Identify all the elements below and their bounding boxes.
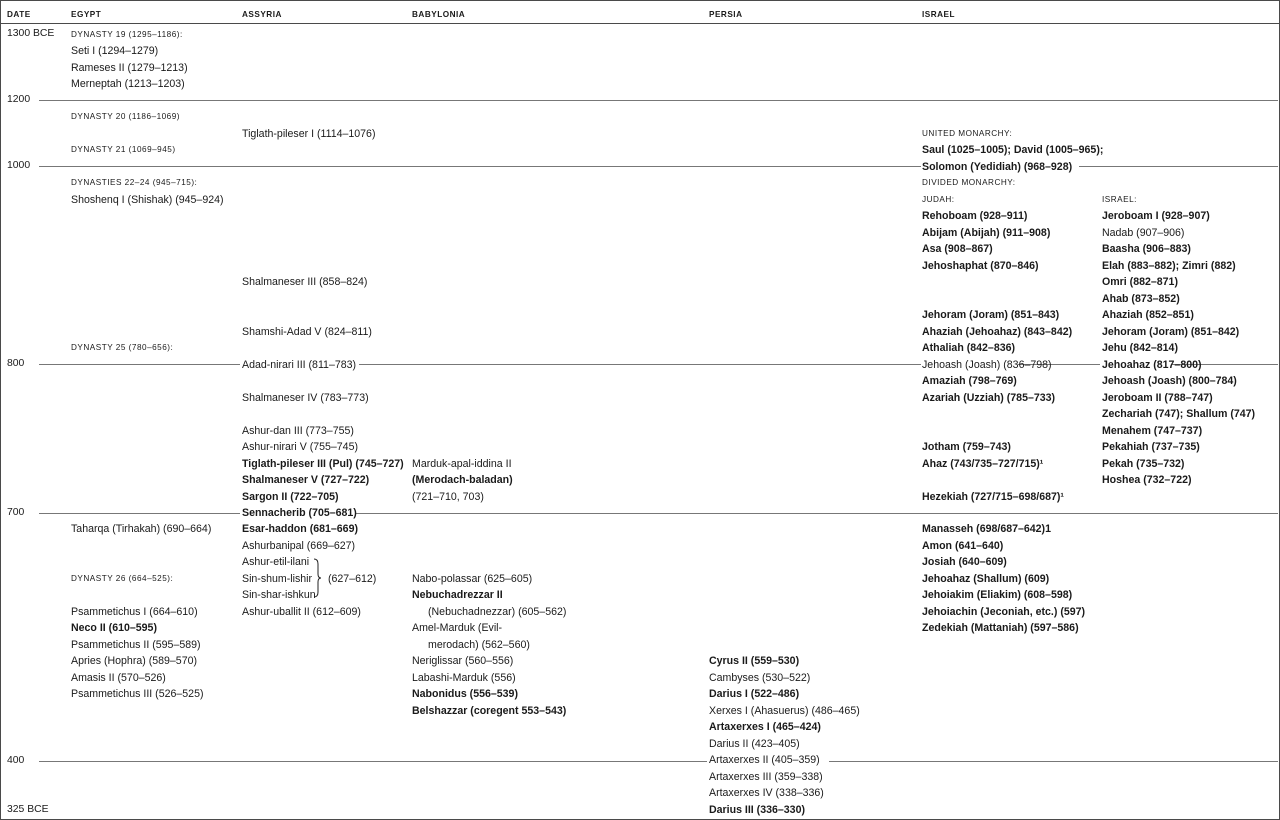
header-israel: ISRAEL: [922, 10, 956, 19]
babylonia-entry: Amel-Marduk (Evil-: [412, 622, 503, 634]
israel-north-entry: Jeroboam II (788–747): [1102, 392, 1213, 404]
assyria-entry: Shalmaneser IV (783–773): [242, 392, 369, 404]
assyria-entry: Tiglath-pileser III (Pul) (745–727): [242, 458, 404, 470]
egypt-entry: Merneptah (1213–1203): [71, 78, 185, 90]
persia-entry: Cambyses (530–522): [709, 672, 811, 684]
header-date: DATE: [7, 10, 31, 19]
date-rule: [39, 513, 240, 514]
egypt-entry: Rameses II (1279–1213): [71, 62, 188, 74]
assyria-entry: Shalmaneser III (858–824): [242, 276, 368, 288]
babylonia-entry: Nabonidus (556–539): [412, 688, 518, 700]
header-assyria: ASSYRIA: [242, 10, 282, 19]
header-persia: PERSIA: [709, 10, 743, 19]
israel-north-entry: Elah (883–882); Zimri (882): [1102, 260, 1236, 272]
israel-entry: Saul (1025–1005); David (1005–965);: [922, 144, 1104, 156]
babylonia-entry: Marduk-apal-iddina II: [412, 458, 512, 470]
egypt-entry: Amasis II (570–526): [71, 672, 166, 684]
persia-entry: Darius I (522–486): [709, 688, 800, 700]
israel-entry: Solomon (Yedidiah) (968–928): [922, 161, 1073, 173]
israel-north-entry: Ahaziah (852–851): [1102, 309, 1194, 321]
persia-entry: Artaxerxes IV (338–336): [709, 787, 824, 799]
israel-north-entry: Jehoram (Joram) (851–842): [1102, 326, 1240, 338]
judah-entry: Azariah (Uzziah) (785–733): [922, 392, 1056, 404]
table-header-row: [1, 1, 1279, 24]
egypt-entry: DYNASTY 21 (1069–945): [71, 145, 176, 154]
judah-entry: Athaliah (842–836): [922, 342, 1016, 354]
assyria-entry: Ashur-etil-ilani: [242, 556, 310, 568]
judah-entry: Rehoboam (928–911): [922, 210, 1028, 222]
judah-entry: Manasseh (698/687–642)1: [922, 523, 1051, 535]
babylonia-entry: Nebuchadrezzar II: [412, 589, 503, 601]
egypt-entry: Psammetichus II (595–589): [71, 639, 201, 651]
judah-entry: Ahaziah (Jehoahaz) (843–842): [922, 326, 1073, 338]
date-rule: [39, 100, 1278, 101]
egypt-entry: Psammetichus III (526–525): [71, 688, 204, 700]
israel-north-entry: Pekahiah (737–735): [1102, 441, 1200, 453]
egypt-entry: DYNASTY 26 (664–525):: [71, 574, 174, 583]
babylonia-entry: Nabo-polassar (625–605): [412, 573, 533, 585]
header-babylonia: BABYLONIA: [412, 10, 466, 19]
date-marker: 700: [7, 507, 25, 518]
egypt-entry: DYNASTIES 22–24 (945–715):: [71, 178, 198, 187]
persia-entry: Cyrus II (559–530): [709, 655, 800, 667]
israel-north-entry: Pekah (735–732): [1102, 458, 1185, 470]
assyria-entry: Ashurbanipal (669–627): [242, 540, 356, 552]
babylonia-entry: (721–710, 703): [412, 491, 484, 503]
persia-entry: Artaxerxes I (465–424): [709, 721, 821, 733]
assyria-entry: Sin-shar-ishkun: [242, 589, 316, 601]
judah-entry: Asa (908–867): [922, 243, 993, 255]
brace-icon: [313, 558, 321, 598]
judah-entry: Hezekiah (727/715–698/687)¹: [922, 491, 1064, 503]
israel-north-heading: ISRAEL:: [1102, 195, 1137, 204]
persia-entry: Artaxerxes III (359–338): [709, 771, 823, 783]
assyria-entry: (627–612): [328, 573, 377, 585]
egypt-entry: DYNASTY 19 (1295–1186):: [71, 30, 183, 39]
egypt-entry: DYNASTY 25 (780–656):: [71, 343, 174, 352]
israel-north-entry: Jeroboam I (928–907): [1102, 210, 1210, 222]
date-rule: [39, 761, 707, 762]
israel-north-entry: Nadab (907–906): [1102, 227, 1185, 239]
assyria-entry: Esar-haddon (681–669): [242, 523, 358, 535]
judah-entry: Jotham (759–743): [922, 441, 1011, 453]
date-rule: [39, 364, 240, 365]
israel-north-entry: Omri (882–871): [1102, 276, 1178, 288]
date-marker: 1200: [7, 94, 31, 105]
israel-north-entry: Jehoahaz (817–800): [1102, 359, 1202, 371]
persia-entry: Darius II (423–405): [709, 738, 800, 750]
assyria-entry: Adad-nirari III (811–783): [242, 359, 357, 371]
babylonia-entry: Labashi-Marduk (556): [412, 672, 516, 684]
date-rule: [829, 761, 1278, 762]
header-egypt: EGYPT: [71, 10, 102, 19]
judah-entry: Zedekiah (Mattaniah) (597–586): [922, 622, 1079, 634]
israel-north-entry: Hoshea (732–722): [1102, 474, 1192, 486]
israel-north-entry: Jehu (842–814): [1102, 342, 1178, 354]
babylonia-entry: Belshazzar (coregent 553–543): [412, 705, 567, 717]
assyria-entry: Ashur-uballit II (612–609): [242, 606, 361, 618]
judah-entry: Jehoiakim (Eliakim) (608–598): [922, 589, 1073, 601]
judah-heading: JUDAH:: [922, 195, 955, 204]
date-rule: [359, 364, 921, 365]
date-rule: [39, 166, 921, 167]
egypt-entry: Neco II (610–595): [71, 622, 157, 634]
egypt-entry: Shoshenq I (Shishak) (945–924): [71, 194, 224, 206]
persia-entry: Xerxes I (Ahasuerus) (486–465): [709, 705, 860, 717]
assyria-entry: Tiglath-pileser I (1114–1076): [242, 128, 376, 140]
date-rule: [1079, 166, 1278, 167]
israel-entry: UNITED MONARCHY:: [922, 129, 1013, 138]
judah-entry: Jehoiachin (Jeconiah, etc.) (597): [922, 606, 1086, 618]
assyria-entry: Shalmaneser V (727–722): [242, 474, 370, 486]
egypt-entry: DYNASTY 20 (1186–1069): [71, 112, 181, 121]
israel-north-entry: Baasha (906–883): [1102, 243, 1191, 255]
judah-entry: Jehoshaphat (870–846): [922, 260, 1039, 272]
assyria-entry: Sin-shum-lishir: [242, 573, 313, 585]
date-marker: 325 BCE: [7, 804, 49, 815]
babylonia-entry: (Merodach-baladan): [412, 474, 513, 486]
babylonia-entry: (Nebuchadnezzar) (605–562): [428, 606, 567, 618]
israel-entry: DIVIDED MONARCHY:: [922, 178, 1016, 187]
judah-entry: Jehoash (Joash) (836–798): [922, 359, 1052, 371]
judah-entry: Abijam (Abijah) (911–908): [922, 227, 1051, 239]
egypt-entry: Psammetichus I (664–610): [71, 606, 198, 618]
israel-north-entry: Menahem (747–737): [1102, 425, 1203, 437]
judah-entry: Ahaz (743/735–727/715)¹: [922, 458, 1044, 470]
date-marker: 400: [7, 755, 25, 766]
judah-entry: Amon (641–640): [922, 540, 1004, 552]
egypt-entry: Seti I (1294–1279): [71, 45, 159, 57]
judah-entry: Jehoram (Joram) (851–843): [922, 309, 1060, 321]
date-marker: 1300 BCE: [7, 28, 55, 39]
persia-entry: Darius III (336–330): [709, 804, 805, 816]
judah-entry: Josiah (640–609): [922, 556, 1007, 568]
date-marker: 1000: [7, 160, 31, 171]
assyria-entry: Ashur-nirari V (755–745): [242, 441, 358, 453]
persia-entry: Artaxerxes II (405–359): [709, 754, 820, 766]
israel-north-entry: Jehoash (Joash) (800–784): [1102, 375, 1237, 387]
assyria-entry: Shamshi-Adad V (824–811): [242, 326, 372, 338]
judah-entry: Amaziah (798–769): [922, 375, 1017, 387]
judah-entry: Jehoahaz (Shallum) (609): [922, 573, 1050, 585]
israel-north-entry: Zechariah (747); Shallum (747): [1102, 408, 1256, 420]
israel-north-entry: Ahab (873–852): [1102, 293, 1180, 305]
date-rule: [355, 513, 1278, 514]
babylonia-entry: Neriglissar (560–556): [412, 655, 514, 667]
egypt-entry: Apries (Hophra) (589–570): [71, 655, 198, 667]
assyria-entry: Sennacherib (705–681): [242, 507, 357, 519]
assyria-entry: Ashur-dan III (773–755): [242, 425, 354, 437]
assyria-entry: Sargon II (722–705): [242, 491, 339, 503]
egypt-entry: Taharqa (Tirhakah) (690–664): [71, 523, 212, 535]
babylonia-entry: merodach) (562–560): [428, 639, 530, 651]
date-marker: 800: [7, 358, 25, 369]
